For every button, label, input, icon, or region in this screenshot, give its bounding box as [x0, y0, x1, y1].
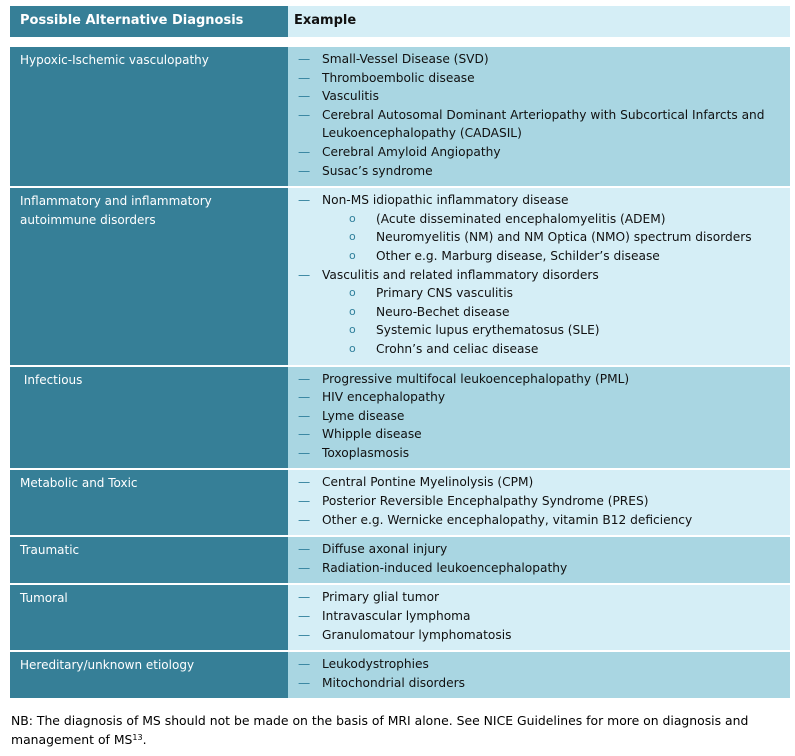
- category-cell: Hypoxic-Ischemic vasculopathy: [10, 46, 288, 187]
- dash-bullet-icon: —: [298, 427, 311, 442]
- list-item-text: Diffuse axonal injury: [322, 542, 448, 557]
- sub-list-item: [294, 247, 784, 266]
- footnote-reference: 13: [132, 732, 143, 742]
- dash-bullet-icon: —: [298, 494, 311, 509]
- example-cell: [288, 46, 790, 187]
- footnote: [11, 712, 787, 749]
- dash-bullet-icon: —: [298, 89, 311, 104]
- sub-list-item: [294, 228, 784, 247]
- differential-diagnosis-table-container: [10, 6, 790, 700]
- sub-list-item-text: Primary CNS vasculitis: [376, 286, 513, 301]
- circle-bullet-icon: o: [349, 248, 356, 262]
- list-item: [294, 626, 784, 645]
- dash-bullet-icon: —: [298, 627, 311, 642]
- list-item: [294, 425, 784, 444]
- dash-bullet-icon: —: [298, 163, 311, 178]
- header-example: Example: [288, 6, 790, 37]
- sub-list-item: [294, 321, 784, 340]
- example-cell: [288, 469, 790, 536]
- footnote-text: NB: The diagnosis of MS should not be made on the basis of MRI alone. See NICE Guidelines for more on diagnosis and management of MS: [11, 713, 749, 747]
- list-item-text: HIV encephalopathy: [322, 390, 446, 405]
- example-list: [294, 588, 784, 644]
- list-item-text: Central Pontine Myelinolysis (CPM): [322, 475, 534, 490]
- example-cell: [288, 536, 790, 584]
- list-item: [294, 655, 784, 674]
- category-cell: Hereditary/unknown etiology: [10, 651, 288, 699]
- list-item: [294, 511, 784, 530]
- sub-list: [294, 284, 784, 358]
- category-cell: Tumoral: [10, 584, 288, 651]
- dash-bullet-icon: —: [298, 408, 311, 423]
- dash-bullet-icon: —: [298, 371, 311, 386]
- list-item-text: Leukodystrophies: [322, 657, 429, 672]
- differential-diagnosis-table: [10, 6, 790, 700]
- list-item-text: Cerebral Autosomal Dominant Arteriopathy with Subcortical Infarcts and Leukoencephalopathy (CADASIL): [322, 107, 765, 141]
- header-alternative-diagnosis: Possible Alternative Diagnosis: [10, 6, 288, 37]
- list-item-text: Vasculitis: [322, 89, 379, 104]
- example-cell: [288, 584, 790, 651]
- list-item: [294, 607, 784, 626]
- list-item-text: Cerebral Amyloid Angiopathy: [322, 144, 501, 159]
- circle-bullet-icon: o: [349, 230, 356, 244]
- list-item-text: Toxoplasmosis: [322, 445, 410, 460]
- circle-bullet-icon: o: [349, 304, 356, 318]
- header-spacer-row: [10, 37, 790, 46]
- list-item: [294, 50, 784, 69]
- sub-list-item-text: Crohn’s and celiac disease: [376, 341, 539, 356]
- sub-list-item-text: Systemic lupus erythematosus (SLE): [376, 323, 600, 338]
- sub-list-item: [294, 340, 784, 359]
- list-item: [294, 492, 784, 511]
- sub-list-item-text: (Acute disseminated encephalomyelitis (ADEM): [376, 211, 666, 226]
- list-item: [294, 106, 784, 143]
- list-item-text: Other e.g. Wernicke encephalopathy, vitamin B12 deficiency: [322, 512, 693, 527]
- list-item-text: Non-MS idiopathic inflammatory disease: [322, 193, 569, 208]
- sub-list-item: [294, 210, 784, 229]
- sub-list-item-text: Other e.g. Marburg disease, Schilder’s disease: [376, 248, 660, 263]
- table-row: [10, 584, 790, 651]
- list-item: [294, 87, 784, 106]
- category-cell: Traumatic: [10, 536, 288, 584]
- list-item-text: Posterior Reversible Encephalpathy Syndrome (PRES): [322, 494, 649, 509]
- dash-bullet-icon: —: [298, 542, 311, 557]
- table-row: [10, 536, 790, 584]
- circle-bullet-icon: o: [349, 211, 356, 225]
- list-item-text: Small-Vessel Disease (SVD): [322, 52, 489, 66]
- dash-bullet-icon: —: [298, 560, 311, 575]
- dash-bullet-icon: —: [298, 657, 311, 672]
- dash-bullet-icon: —: [298, 107, 311, 122]
- table-row: [10, 187, 790, 365]
- example-list: [294, 473, 784, 529]
- dash-bullet-icon: —: [298, 512, 311, 527]
- example-list: [294, 191, 784, 358]
- list-item-text: Radiation-induced leukoencephalopathy: [322, 560, 568, 575]
- dash-bullet-icon: —: [298, 675, 311, 690]
- example-list: [294, 50, 784, 180]
- list-item: [294, 559, 784, 578]
- example-list: [294, 655, 784, 692]
- sub-list-item-text: Neuro-Bechet disease: [376, 304, 510, 319]
- dash-bullet-icon: —: [298, 390, 311, 405]
- dash-bullet-icon: —: [298, 193, 311, 208]
- list-item: [294, 473, 784, 492]
- list-item-text: Intravascular lymphoma: [322, 609, 471, 624]
- list-item-text: Progressive multifocal leukoencephalopathy (PML): [322, 371, 630, 386]
- sub-list: [294, 210, 784, 266]
- table-row: [10, 366, 790, 470]
- list-item-text: Thromboembolic disease: [322, 70, 475, 85]
- dash-bullet-icon: —: [298, 52, 311, 66]
- list-item-text: Granulomatour lymphomatosis: [322, 627, 512, 642]
- dash-bullet-icon: —: [298, 70, 311, 85]
- list-item-text: Lyme disease: [322, 408, 405, 423]
- category-cell: Inflammatory and inflammatory autoimmune disorders: [10, 187, 288, 365]
- list-item: [294, 407, 784, 426]
- list-item: [294, 191, 784, 265]
- dash-bullet-icon: —: [298, 445, 311, 460]
- example-list: [294, 540, 784, 577]
- table-row: [10, 651, 790, 699]
- circle-bullet-icon: o: [349, 286, 356, 300]
- table-header-row: [10, 6, 790, 37]
- category-cell: Metabolic and Toxic: [10, 469, 288, 536]
- dash-bullet-icon: —: [298, 267, 311, 282]
- list-item-text: Vasculitis and related inflammatory disorders: [322, 267, 599, 282]
- list-item: [294, 69, 784, 88]
- table-body: [10, 37, 790, 699]
- list-item-text: Mitochondrial disorders: [322, 675, 465, 690]
- footnote-end: .: [142, 731, 147, 747]
- list-item: [294, 143, 784, 162]
- example-cell: [288, 366, 790, 470]
- dash-bullet-icon: —: [298, 590, 311, 605]
- example-cell: [288, 651, 790, 699]
- list-item-text: Primary glial tumor: [322, 590, 440, 605]
- list-item: [294, 444, 784, 463]
- example-list: [294, 370, 784, 463]
- sub-list-item: [294, 303, 784, 322]
- example-cell: [288, 187, 790, 365]
- dash-bullet-icon: —: [298, 609, 311, 624]
- list-item: [294, 162, 784, 181]
- list-item: [294, 388, 784, 407]
- circle-bullet-icon: o: [349, 323, 356, 337]
- sub-list-item-text: Neuromyelitis (NM) and NM Optica (NMO) spectrum disorders: [376, 230, 752, 245]
- list-item-text: Susac’s syndrome: [322, 163, 433, 178]
- table-row: [10, 469, 790, 536]
- list-item-text: Whipple disease: [322, 427, 422, 442]
- category-cell: Infectious: [10, 366, 288, 470]
- dash-bullet-icon: —: [298, 144, 311, 159]
- list-item: [294, 540, 784, 559]
- list-item: [294, 674, 784, 693]
- dash-bullet-icon: —: [298, 475, 311, 490]
- sub-list-item: [294, 284, 784, 303]
- list-item: [294, 266, 784, 359]
- list-item: [294, 370, 784, 389]
- table-row: [10, 46, 790, 187]
- circle-bullet-icon: o: [349, 341, 356, 355]
- list-item: [294, 588, 784, 607]
